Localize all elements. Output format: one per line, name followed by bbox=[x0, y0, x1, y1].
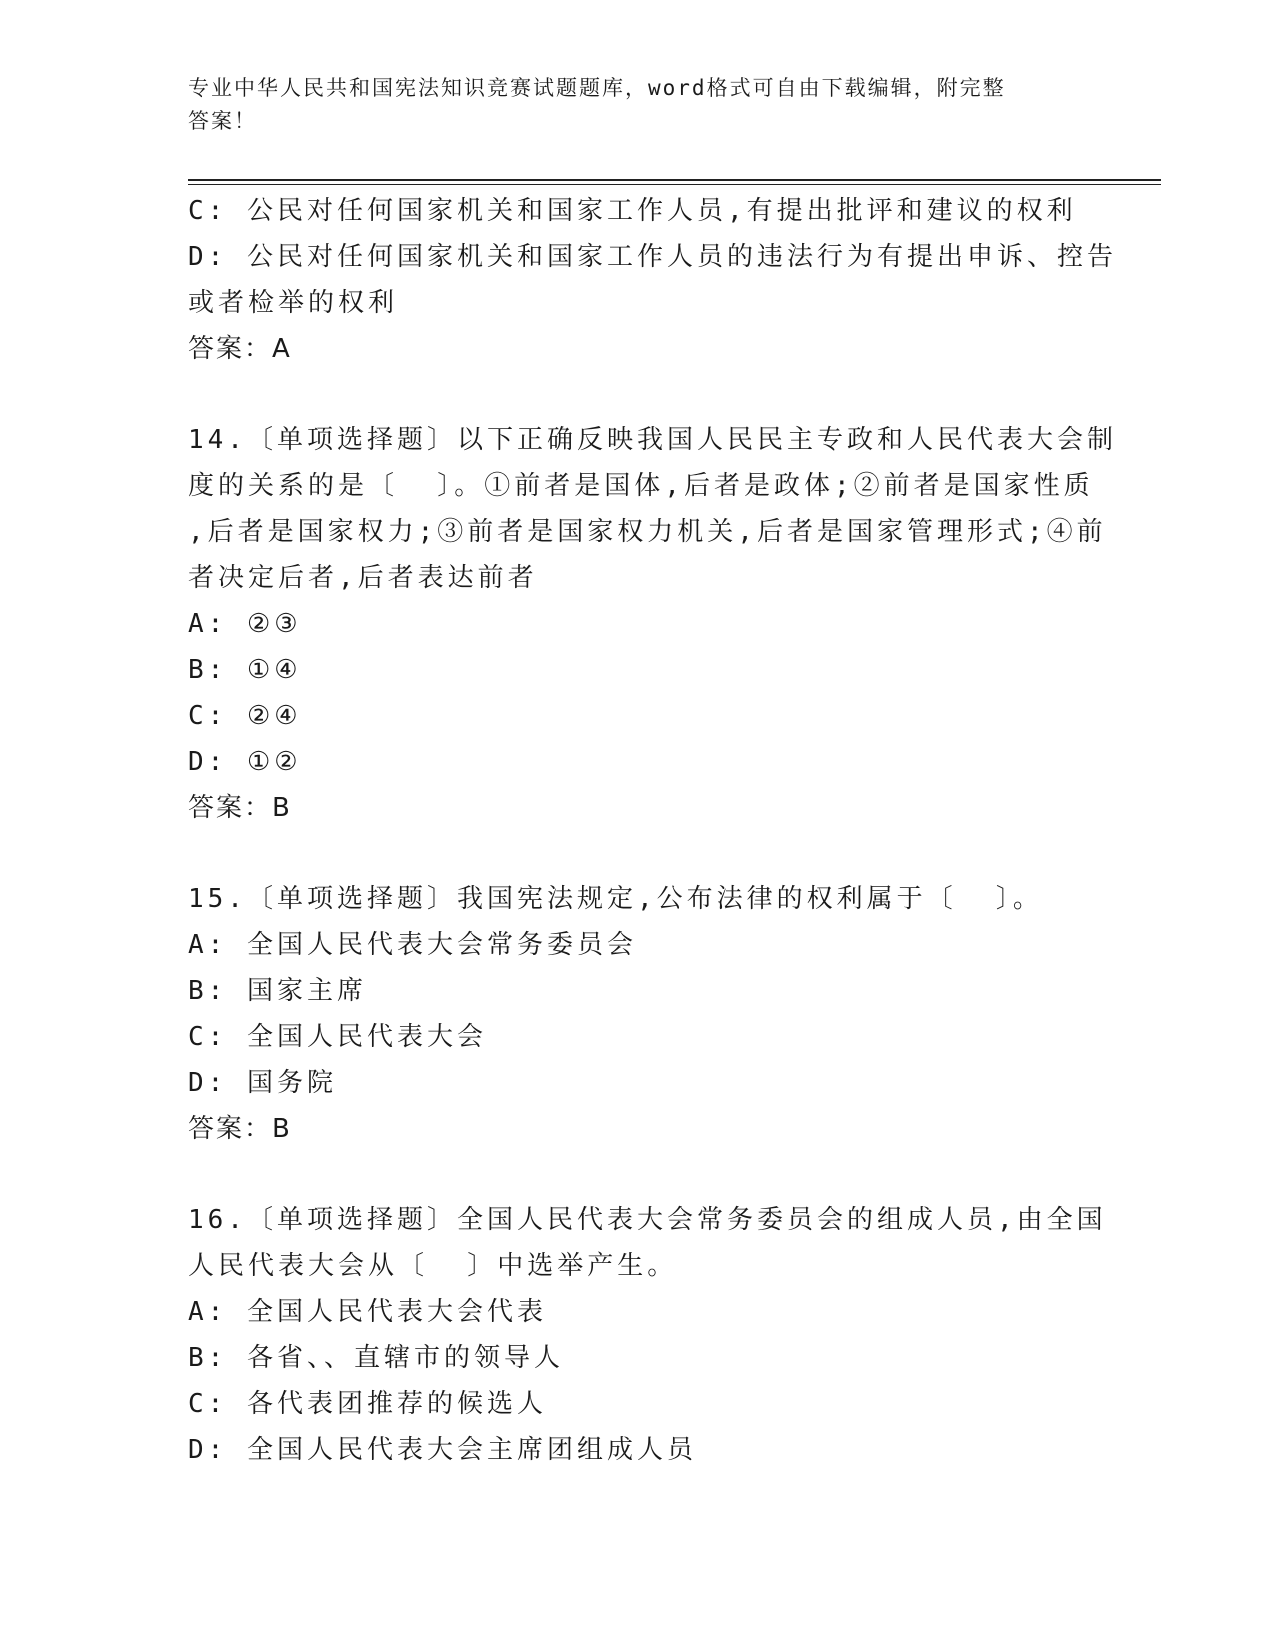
option-b: B: 各省、、直辖市的领导人 bbox=[188, 1343, 564, 1373]
option-d: D: 全国人民代表大会主席团组成人员 bbox=[188, 1435, 697, 1465]
option-d: D: ①② bbox=[188, 747, 302, 777]
answer: 答案：A bbox=[188, 334, 292, 364]
question-stem: 14.〔单项选择题〕以下正确反映我国人民民主专政和人民代表大会制 bbox=[188, 425, 1117, 455]
header-rule-thin bbox=[188, 184, 1161, 185]
header-rule-thick bbox=[188, 179, 1161, 181]
question-stem: 15.〔单项选择题〕我国宪法规定,公布法律的权利属于〔 〕。 bbox=[188, 884, 1043, 914]
option-d: D: 公民对任何国家机关和国家工作人员的违法行为有提出申诉、控告 bbox=[188, 242, 1117, 272]
answer: 答案：B bbox=[188, 1114, 292, 1144]
question-13-tail bbox=[188, 188, 1117, 372]
question-stem: 16.〔单项选择题〕全国人民代表大会常务委员会的组成人员,由全国 bbox=[188, 1205, 1107, 1235]
option-a: A: ②③ bbox=[188, 609, 302, 639]
option-c: C: ②④ bbox=[188, 701, 302, 731]
spacer bbox=[188, 831, 1088, 876]
option-c: C: 公民对任何国家机关和国家工作人员,有提出批评和建议的权利 bbox=[188, 196, 1077, 226]
answer: 答案：B bbox=[188, 793, 292, 823]
question-14 bbox=[188, 417, 1117, 831]
option-b: B: 国家主席 bbox=[188, 976, 367, 1006]
spacer bbox=[188, 1152, 1088, 1197]
option-a: A: 全国人民代表大会常务委员会 bbox=[188, 930, 637, 960]
question-stem: 人民代表大会从〔 〕中选举产生。 bbox=[188, 1251, 678, 1281]
question-stem: 者决定后者,后者表达前者 bbox=[188, 563, 538, 593]
document-header bbox=[188, 72, 1088, 138]
document-body bbox=[188, 188, 1117, 1473]
option-a: A: 全国人民代表大会代表 bbox=[188, 1297, 547, 1327]
question-stem: ,后者是国家权力;③前者是国家权力机关,后者是国家管理形式;④前 bbox=[188, 517, 1107, 547]
option-b: B: ①④ bbox=[188, 655, 302, 685]
option-d: D: 国务院 bbox=[188, 1068, 337, 1098]
option-d-continued: 或者检举的权利 bbox=[188, 288, 399, 318]
header-line-1: 专业中华人民共和国宪法知识竞赛试题题库，word格式可自由下载编辑，附完整 bbox=[188, 76, 1006, 100]
question-15 bbox=[188, 876, 1088, 1152]
spacer bbox=[188, 372, 1088, 417]
header-line-2: 答案！ bbox=[188, 109, 257, 133]
question-stem: 度的关系的是〔 〕。①前者是国体,后者是政体;②前者是国家性质 bbox=[188, 471, 1094, 501]
option-c: C: 全国人民代表大会 bbox=[188, 1022, 487, 1052]
option-c: C: 各代表团推荐的候选人 bbox=[188, 1389, 547, 1419]
question-16 bbox=[188, 1197, 1107, 1473]
